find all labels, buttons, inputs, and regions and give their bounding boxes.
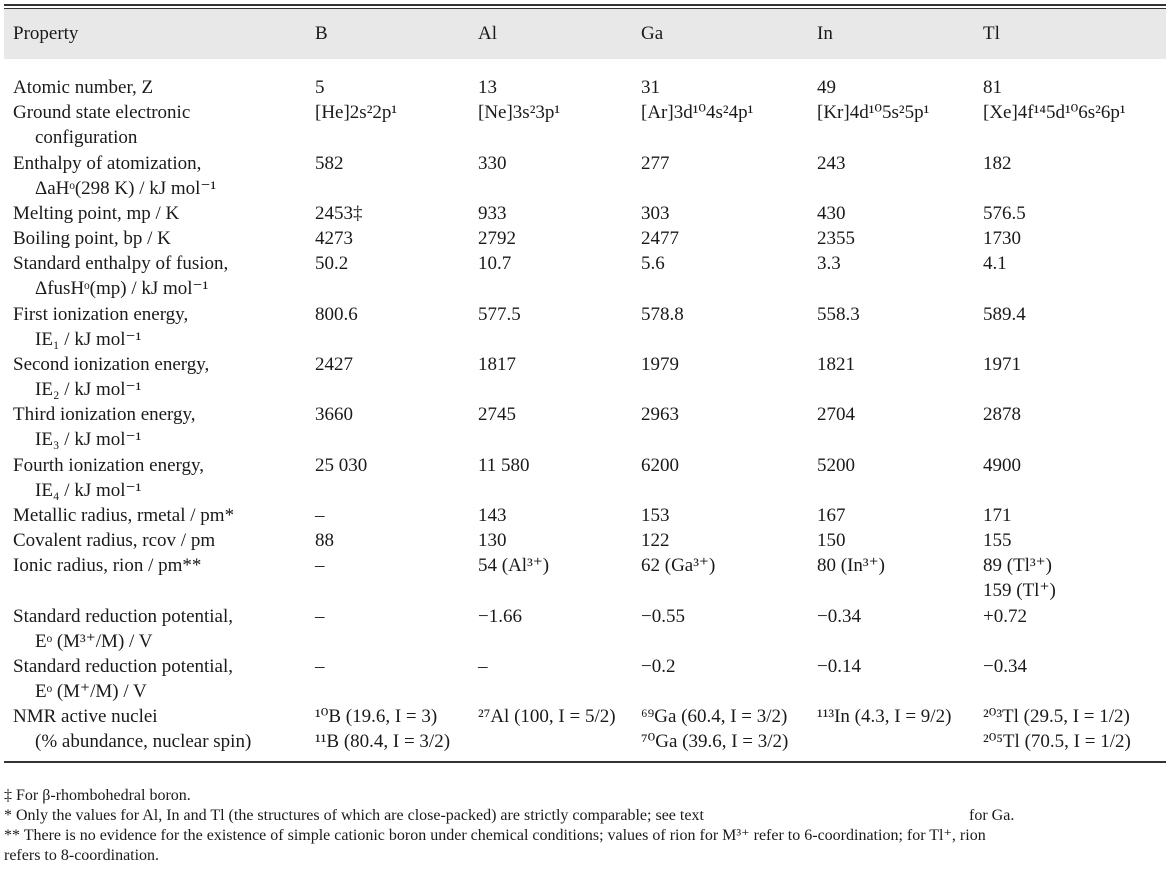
cell-in: 558.3 (817, 304, 860, 325)
row-label: NMR active nuclei (13, 706, 158, 727)
row-label: Covalent radius, rcov / pm (13, 530, 216, 551)
row-label: Ground state electronic (13, 102, 191, 123)
cell-b: 4273 (315, 228, 353, 249)
cell-b: – (315, 555, 325, 576)
cell-in: 1821 (817, 354, 855, 375)
cell-ga: 5.6 (641, 253, 665, 274)
footnote-boron: ‡ For β-rhombohedral boron. (4, 787, 191, 804)
cell-tl-line2: ²⁰⁵Tl (70.5, I = 1/2) (983, 731, 1131, 752)
cell-b: 88 (315, 530, 334, 551)
cell-b: 25 030 (315, 455, 368, 476)
cell-in: ¹¹³In (4.3, I = 9/2) (817, 706, 952, 727)
row-label: Ionic radius, rion / pm** (13, 555, 202, 576)
row-label-sub: ΔaHᵒ(298 K) / kJ mol⁻¹ (35, 178, 217, 199)
cell-tl: 1730 (983, 228, 1021, 249)
cell-ga: 122 (641, 530, 670, 551)
cell-b: 3660 (315, 404, 353, 425)
cell-in: 2355 (817, 228, 855, 249)
row-label-sub: Eᵒ (M³⁺/M) / V (35, 631, 153, 652)
header-ga: Ga (641, 23, 664, 44)
cell-al: −1.66 (478, 606, 522, 627)
cell-ga: [Ar]3d¹⁰4s²4p¹ (641, 102, 754, 123)
header-al: Al (478, 23, 497, 44)
footnote-ionic-radius-cont: refers to 8-coordination. (4, 847, 160, 864)
cell-b-line2: ¹¹B (80.4, I = 3/2) (315, 731, 451, 752)
cell-al: ²⁷Al (100, I = 5/2) (478, 706, 616, 727)
cell-b: 50.2 (315, 253, 349, 274)
cell-b: 582 (315, 153, 344, 174)
row-label: First ionization energy, (13, 304, 189, 325)
cell-in: 80 (In³⁺) (817, 555, 885, 576)
cell-in: 49 (817, 77, 836, 98)
cell-tl: ²⁰³Tl (29.5, I = 1/2) (983, 706, 1130, 727)
header-property: Property (13, 23, 79, 44)
table-top-rule (4, 4, 1166, 6)
row-label: Fourth ionization energy, (13, 455, 205, 476)
cell-in: 3.3 (817, 253, 841, 274)
cell-in: 243 (817, 153, 846, 174)
cell-al: 1817 (478, 354, 516, 375)
cell-tl-line2: 159 (Tl⁺) (983, 580, 1056, 601)
cell-tl: 4.1 (983, 253, 1007, 274)
row-label: Standard reduction potential, (13, 656, 234, 677)
cell-tl: 81 (983, 77, 1002, 98)
cell-tl: [Xe]4f¹⁴5d¹⁰6s²6p¹ (983, 102, 1126, 123)
cell-in: 5200 (817, 455, 855, 476)
cell-ga: 153 (641, 505, 670, 526)
cell-ga: 6200 (641, 455, 679, 476)
cell-ga: 303 (641, 203, 670, 224)
row-label-sub: Eᵒ (M⁺/M) / V (35, 681, 147, 702)
table-header (4, 8, 1166, 59)
row-label: Metallic radius, rmetal / pm* (13, 505, 235, 526)
row-label-sub: IE₃ / kJ mol⁻¹ (35, 429, 142, 450)
cell-ga: ⁶⁹Ga (60.4, I = 3/2) (641, 706, 788, 727)
cell-tl: 4900 (983, 455, 1021, 476)
cell-tl: 182 (983, 153, 1012, 174)
footnote-metallic-radius: * Only the values for Al, In and Tl (the structures of which are close-packed) are strictly comparable; see text (4, 807, 704, 824)
cell-al: 54 (Al³⁺) (478, 555, 550, 576)
cell-al: 330 (478, 153, 507, 174)
cell-b: – (315, 656, 325, 677)
cell-b: – (315, 606, 325, 627)
cell-in: −0.34 (817, 606, 861, 627)
cell-al: – (478, 656, 488, 677)
cell-al: 2745 (478, 404, 516, 425)
cell-b: – (315, 505, 325, 526)
row-label-sub: IE₁ / kJ mol⁻¹ (35, 329, 142, 350)
row-label: Atomic number, Z (13, 77, 154, 98)
cell-ga: 2477 (641, 228, 679, 249)
cell-b: 2453‡ (315, 203, 363, 224)
cell-ga: 578.8 (641, 304, 684, 325)
row-label-sub: configuration (35, 127, 138, 148)
row-label-sub: (% abundance, nuclear spin) (35, 731, 252, 752)
row-label-sub: IE₂ / kJ mol⁻¹ (35, 379, 142, 400)
cell-al: 130 (478, 530, 507, 551)
properties-table (4, 4, 1166, 763)
footnotes (4, 786, 1164, 866)
footnote-metallic-radius-tail: for Ga. (969, 807, 1015, 824)
cell-ga: −0.2 (641, 656, 676, 677)
cell-in: 150 (817, 530, 846, 551)
cell-b: [He]2s²2p¹ (315, 102, 398, 123)
cell-in: 167 (817, 505, 846, 526)
header-tl: Tl (983, 23, 1000, 44)
cell-in: 430 (817, 203, 846, 224)
cell-al: 10.7 (478, 253, 512, 274)
row-label: Enthalpy of atomization, (13, 153, 202, 174)
row-label: Boiling point, bp / K (13, 228, 171, 249)
cell-ga: −0.55 (641, 606, 685, 627)
cell-tl: 171 (983, 505, 1012, 526)
cell-tl: 576.5 (983, 203, 1026, 224)
cell-al: 2792 (478, 228, 516, 249)
cell-in: −0.14 (817, 656, 861, 677)
cell-b: ¹⁰B (19.6, I = 3) (315, 706, 438, 727)
cell-al: 11 580 (478, 455, 530, 476)
cell-ga: 2963 (641, 404, 679, 425)
cell-tl: 155 (983, 530, 1012, 551)
cell-tl: −0.34 (983, 656, 1027, 677)
cell-ga-line2: ⁷⁰Ga (39.6, I = 3/2) (641, 731, 789, 752)
table-body (4, 59, 1166, 761)
row-label: Melting point, mp / K (13, 203, 180, 224)
header-b: B (315, 23, 328, 44)
cell-al: 577.5 (478, 304, 521, 325)
cell-ga: 277 (641, 153, 670, 174)
cell-b: 2427 (315, 354, 353, 375)
footnote-ionic-radius: ** There is no evidence for the existence of simple cationic boron under chemical conditions; values of rion for M³⁺ refer to 6-coordination; for Tl⁺, rion (4, 827, 986, 844)
cell-in: [Kr]4d¹⁰5s²5p¹ (817, 102, 930, 123)
cell-tl: 589.4 (983, 304, 1026, 325)
header-in: In (817, 23, 833, 44)
cell-tl: +0.72 (983, 606, 1027, 627)
cell-tl: 2878 (983, 404, 1021, 425)
row-label-sub: ΔfusHᵒ(mp) / kJ mol⁻¹ (35, 278, 209, 299)
cell-al: 933 (478, 203, 507, 224)
cell-al: [Ne]3s²3p¹ (478, 102, 561, 123)
cell-b: 800.6 (315, 304, 358, 325)
row-label: Standard reduction potential, (13, 606, 234, 627)
cell-ga: 62 (Ga³⁺) (641, 555, 716, 576)
row-label-sub: IE₄ / kJ mol⁻¹ (35, 480, 142, 501)
cell-al: 143 (478, 505, 507, 526)
cell-b: 5 (315, 77, 325, 98)
table-bottom-rule (4, 761, 1166, 763)
cell-tl: 1971 (983, 354, 1021, 375)
cell-ga: 1979 (641, 354, 679, 375)
cell-ga: 31 (641, 77, 660, 98)
cell-al: 13 (478, 77, 497, 98)
row-label: Second ionization energy, (13, 354, 210, 375)
cell-in: 2704 (817, 404, 855, 425)
cell-tl: 89 (Tl³⁺) (983, 555, 1053, 576)
row-label: Standard enthalpy of fusion, (13, 253, 229, 274)
row-label: Third ionization energy, (13, 404, 196, 425)
